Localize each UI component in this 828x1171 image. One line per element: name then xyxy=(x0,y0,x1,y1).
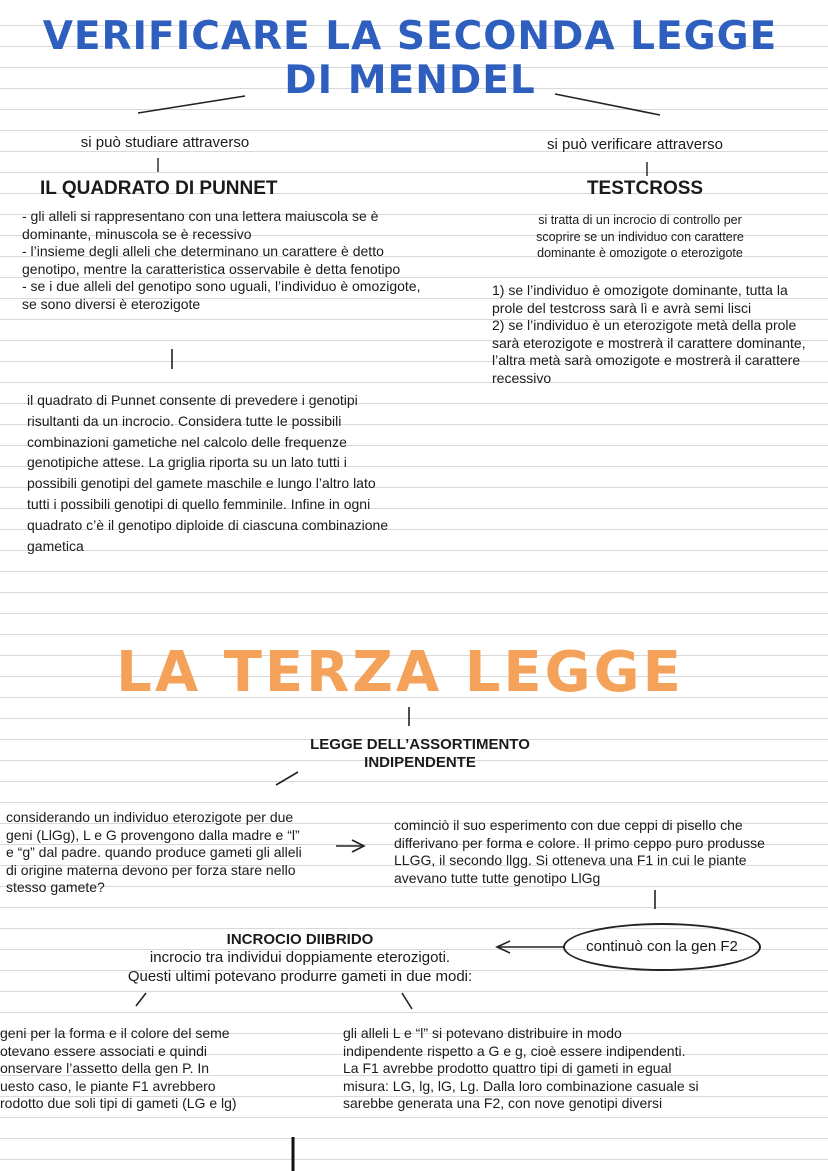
dihybrid-heading: INCROCIO DIIBRIDO xyxy=(226,931,374,948)
left-branch-caption: si può studiare attraverso xyxy=(80,134,250,151)
testcross-heading: TESTCROSS xyxy=(586,178,704,199)
page-title-line2: DI MENDEL xyxy=(284,58,536,103)
page-title-line1: VERIFICARE LA SECONDA LEGGE xyxy=(42,14,778,59)
testcross-definition: si tratta di un incrocio di controllo per scoprire se un individuo con carattere dominante è omozigote o eterozigote xyxy=(536,213,744,260)
testcross-cases: 1) se l’individuo è omozigote dominante, tutta la prole del testcross sarà lì e avrà semi lisci 2) se l’individuo è un eterozigote metà della prole sarà eterozigote e mostrerà il carattere dominante, l’altra metà sarà omozigote e mostrerà il carattere recessivo xyxy=(492,282,806,386)
punnet-bullets: - gli alleli si rappresentano con una lettera maiuscola se è dominante, minuscola se è recessivo - l’insieme degli alleli che determinano un carattere è detto genotipo, mentre la caratteristica osservabile è detta fenotipo - se i due alleli del genotipo sono uguali, l’individuo è omozigote, se sono diversi è eterozigote xyxy=(22,208,421,312)
third-law-title: LA TERZA LEGGE xyxy=(116,640,684,705)
experiment-note: cominciò il suo esperimento con due ceppi di pisello che differivano per forma e colore. Il primo ceppo puro produsse LLGG, il secondo llgg. Si otteneva una F1 in cui le piante avevano tutte tutte genotipo LlGg xyxy=(394,817,765,886)
right-branch-caption: si può verificare attraverso xyxy=(547,136,723,153)
option-independent-genes: gli alleli L e “l” si potevano distribuire in modo indipendente rispetto a G e g, cioè essere indipendenti. La F1 avrebbe prodotto quattro tipi di gameti in egual misura: LG, lg, lG, Lg. Dalla loro combinazione casuale si sarebbe generata una F2, con nove genotipi diversi xyxy=(343,1025,699,1111)
heterozygote-note: considerando un individuo eterozigote per due geni (LlGg), L e G provengono dalla madre e “l” e “g” dal padre. quando produce gameti gli alleli di origine materna devono per forza stare nello stesso gamete? xyxy=(6,809,302,895)
third-law-subtitle: LEGGE DELL’ASSORTIMENTO INDIPENDENTE xyxy=(310,736,530,771)
f2-oval-label: continuò con la gen F2 xyxy=(586,938,738,955)
punnet-paragraph: il quadrato di Punnet consente di prevedere i genotipi risultanti da un incrocio. Considera tutte le possibili combinazioni gametiche nel calcolo delle frequenze genotipiche attese. La griglia riporta su un lato tutti i possibili genotipi del gamete maschile e lungo l’altro lato tutti i possibili genotipi di quello femminile. Infine in ogni quadrato c’è il genotipo diploide di ciascuna combinazione gametica xyxy=(27,392,389,554)
dihybrid-text: incrocio tra individui doppiamente eterozigoti. Questi ultimi potevano produrre gameti in due modi: xyxy=(127,949,473,985)
option-linked-genes: geni per la forma e il colore del seme otevano essere associati e quindi onservare l’assetto della gen P. In uesto caso, le piante F1 avrebbero rodotto due soli tipi di gameti (LG e lg) xyxy=(0,1025,237,1111)
punnet-heading: IL QUADRATO DI PUNNET xyxy=(40,178,278,199)
